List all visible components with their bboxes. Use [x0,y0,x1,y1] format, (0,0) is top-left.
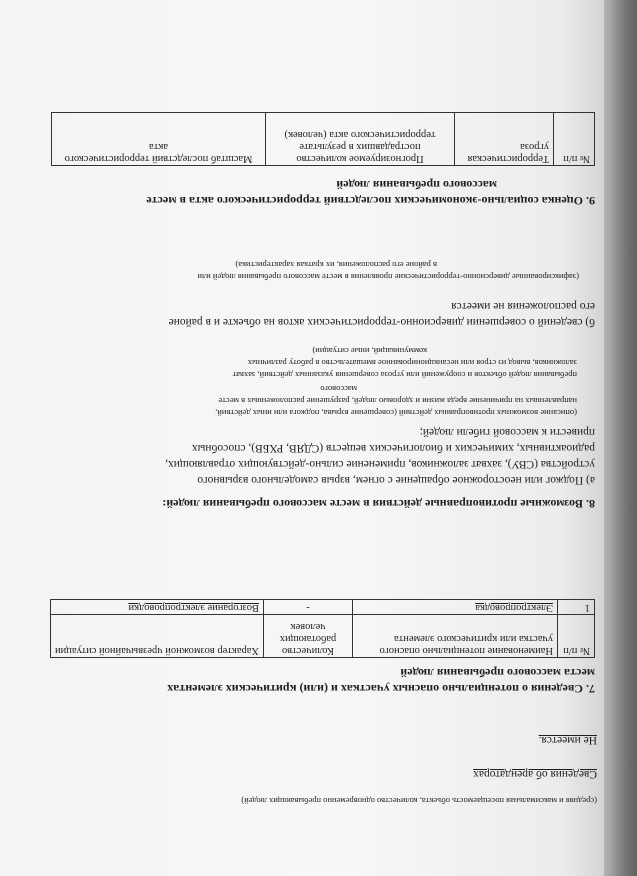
tenants-heading: Сведения об арендаторах [473,768,597,780]
table-header-row [51,615,595,658]
cell-emergency: Возгорание электропроводки [51,600,264,615]
tenants-value: Не имеется. [538,734,597,746]
header-num: № п/п [558,615,595,658]
section8-a-line-1: а) Поджог или неосторожное обращение с огнем, взрыв самодельного взрывного [197,474,595,486]
section8-title: 8. Возможные противоправные действия в месте массового пребывания людей: [162,497,595,511]
table-header-row [52,113,595,166]
section8-a-note-3: массового [320,384,357,394]
section8-a-note-6: коммуникаций, иные ситуации) [312,346,427,356]
section9-title-line1: 9. Оценка социально-экономических последствий террористического акта в месте [146,194,595,208]
cell-name: Электропроводка [353,600,558,615]
section8-a-line-4: привести к массовой гибели людей; [419,426,595,438]
section9-title-line2: массового пребывания людей [336,178,497,192]
section7-title-line2: места массового пребывания людей [400,666,595,680]
section8-b-note-2: в районе его расположения, их краткая характеристика) [235,260,437,270]
header-num: № п/п [554,113,595,166]
header-victims: Прогнозируемое количество пострадавших в результате террористического акта (человек) [266,113,455,166]
section7-title-line1: 7. Сведения о потенциально опасных участках и (или) критических элементах [167,682,595,696]
section8-a-note-5: заложников, вывод из строя или несанкционированное вмешательство в работу различных [247,358,577,368]
cell-num: 1 [558,600,595,615]
section9-table [51,112,595,166]
section8-a-note-4: пребывания людей объектов и сооружений или угроза совершения указанных действий, захват [232,370,577,380]
header-name: Наименование потенциально опасного участка или критического элемента [353,615,558,658]
section8-b-note-1: (зафиксированные диверсионно-террористические проявления в месте массового пребывания людей или [197,272,579,282]
section8-b-line-1: б) сведений о совершении диверсионно-террористических актов на объекте и в районе [168,316,595,328]
table-row [51,600,595,615]
section8-a-line-2: устройства (СВУ), захват заложников, применение сильно-действующих отравляющих, [165,458,595,470]
section8-a-note-1: (описание возможных противоправных действий (совершение взрыва, поджога или иных действий, [215,408,577,418]
header-emergency: Характер возможной чрезвычайной ситуации [51,615,264,658]
header-workers: Количество работающих человек [264,615,353,658]
section8-a-line-3: радиоактивных, химических и биологических веществ (СДЯВ, РХБВ), способных [191,442,595,454]
header-scale: Масштаб последствий террористического акта [52,113,266,166]
cell-workers: - [264,600,353,615]
header-threat: Террористическая угроза [455,113,554,166]
section7-table [50,599,595,658]
attendance-note: (средняя и максимальная посещаемость объекта, количество одновременно пребывающих людей) [241,796,597,806]
section8-a-note-2: направленных на причинение вреда жизни и здоровью людей, разрушение расположенных в месте [218,396,577,406]
section8-b-line-2: его расположения не имеется [451,300,595,312]
